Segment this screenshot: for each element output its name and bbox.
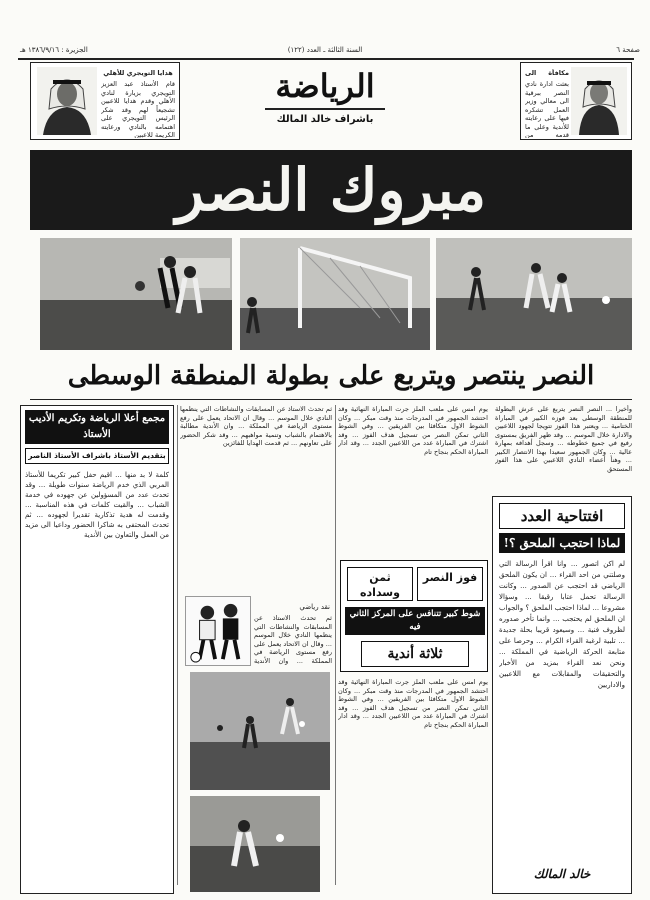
- cartoon-caption: نقد رياضي: [299, 603, 330, 611]
- soccer-action-icon: [190, 672, 330, 790]
- column-divider: [177, 405, 178, 885]
- promo-right: ثمن وسداده: [347, 567, 413, 601]
- page-number: صفحة ٦: [616, 46, 640, 54]
- far-left-headline: مجمع أعلا الرياضة وتكريم الأديب الأستاذ: [25, 410, 169, 444]
- goalkeeper-photo-icon: [190, 796, 320, 892]
- match-photo-3: [436, 238, 632, 350]
- match-photo-1: [40, 238, 232, 350]
- article-column-center: يوم امس على ملعب الملز جرت المباراة النهائية وقد احتشد الجمهور في المدرجات منذ وقت مبكر ... وكان الشوط الاول متكافئا بين الفريقين ... وفي الشوط الثاني تمكن النصر من تسجيل هدف الفوز ... وقد اشترك في المباراة عدد من اللاعبين الجدد ... وقد ادار المباراة الحكم بنجاح تام: [338, 405, 488, 456]
- match-photo-4: [190, 672, 330, 790]
- sub-headline: النصر ينتصر ويتربع على بطولة المنطقة الوسطى: [30, 352, 632, 400]
- right-box-text: بعثت ادارة نادي النصر ببرقية الى معالي وزير العمل تشكره فيها على رعايته للأندية وعلى ما قدمه من: [525, 80, 569, 138]
- cartoon-players-icon: [186, 597, 250, 665]
- portrait-photo-left: [37, 67, 97, 135]
- portrait-photo-right: [571, 67, 627, 135]
- portrait-icon: [571, 67, 627, 135]
- far-left-article-text: كلمة لا بد منها ... اقيم حفل كبير تكريما للأستاذ المربي الذي خدم الرياضة سنوات طويلة ... وقد تحدث عدد من المسؤولين عن جهوده في خدمة الشباب ... والقيت كلمات في هذه المناسبة ... وقدمت له هدية تذكارية تقديرا لجهوده ... ثم تحدث المحتفى به شاكرا الحضور وداعيا الى مزيد من العمل والتعاون بين الأندية: [25, 471, 169, 539]
- column-divider: [335, 405, 336, 885]
- spacer: [325, 796, 335, 892]
- promo-left: فوز النصر: [417, 567, 483, 601]
- logo-underline: [265, 108, 385, 110]
- goal-photo-icon: [240, 238, 430, 350]
- players-photo-icon: [436, 238, 632, 350]
- right-box-title: مكافأة الى: [525, 69, 569, 77]
- left-box-title: هدايا التويجري للأهلي: [103, 69, 173, 77]
- main-headline: مبروك النصر: [30, 150, 632, 230]
- editorial-subtitle: لماذا احتجب الملحق ؟!: [499, 533, 625, 553]
- editorial-title: افتتاحية العدد: [499, 503, 625, 529]
- issue-number: السنة الثالثة ـ العدد (١٢٢): [287, 46, 363, 54]
- left-header-box: [30, 62, 180, 140]
- cartoon-image: [185, 596, 251, 666]
- sports-section-logo: الرياضة: [275, 67, 375, 105]
- far-left-subheadline: بتقديم الأستاذ باشراف الأستاذ الناصر: [25, 448, 169, 464]
- article-column-center-lower: يوم امس على ملعب الملز جرت المباراة النهائية وقد احتشد الجمهور في المدرجات منذ وقت مبكر ... وكان الشوط الاول متكافئا بين الفريقين ... وفي الشوط الثاني تمكن النصر من تسجيل هدف الفوز ... وقد اشترك في المباراة عدد من اللاعبين الجدد ... وقد ادار المباراة الحكم بنجاح تام: [338, 678, 488, 729]
- header-rule: [18, 58, 634, 60]
- promo-bottom: ثلاثة أندية: [361, 641, 469, 667]
- portrait-icon: [37, 67, 97, 135]
- league-promo-box: [340, 560, 488, 672]
- match-photo-5: [190, 796, 320, 892]
- soccer-photo-icon: [40, 238, 232, 350]
- promo-middle: شوط كبير تتنافس على المركز الثاني فيه: [345, 607, 485, 635]
- editorial-box: [492, 496, 632, 894]
- article-column-left: ثم تحدث الاستاذ عن المسابقات والنشاطات التي ينظمها النادي خلال الموسم ... وقال ان الاتحاد يعمل على رفع مستوى الرياضة في المملكة ... وان الأندية مطالبة بالاهتمام بالشباب وتنمية مواهبهم ... وقد شكر الحضور على تعاونهم ... ثم قدمت الهدايا للفائزين: [180, 405, 332, 447]
- article-column-left-snippet: ثم تحدث الاستاذ عن المسابقات والنشاطات التي ينظمها النادي خلال الموسم ... وقال ان الاتحاد يعمل على رفع مستوى الرياضة في المملكة ... وان الأندية: [254, 614, 332, 665]
- left-box-text: قام الأستاذ عبد العزيز التويجري بزيارة لنادي الأهلي وقدم هدايا للاعبين تشجيعاً لهم وقد شكر الرئيس التويجري على اهتمامه بالنادي ورعايته الكريمة للاعبين: [101, 80, 175, 138]
- far-left-article-box: [20, 405, 174, 894]
- supervisor-line: باشراف خالد المالك: [276, 114, 374, 125]
- match-photo-2: [240, 238, 430, 350]
- editorial-text: لم اكن اتصور ... وانا اقرأ الرسالة التي وصلتني من احد القراء ... ان يكون الملحق الرياضي قد احتجب عن الصدور ... وكانت الرسالة تحمل عتابا رقيقا ... وسؤالا مشروعا ... لماذا احتجب الملحق ؟ والجواب ان الملحق لم يحتجب ... وانما تأخر صدوره لظروف فنية ... وسيعود قريبا بحلة جديدة ... تلبية لرغبة القراء الكرام ... وحرصا على متابعة الحركة الرياضية في المملكة ... ونحن نعد القراء بمزيد من الأخبار والتحقيقات والمقابلات مع اللاعبين والاداريين: [499, 560, 625, 689]
- issue-date: الجزيرة : ١٣٨٦/٩/١٦ هـ: [20, 46, 88, 54]
- right-header-box: [520, 62, 632, 140]
- article-column-right: وأخيرا ... النصر النصر يتربع على عرش البطولة للمنطقة الوسطى بعد فوزه الكبير في المباراة الختامية ... ويعتبر هذا الفوز تتويجا لجهود اللاعبين والادارة خلال الموسم ... وقد ظهر الفريق بمستوى رفيع في جميع خطوطه ... وسجل أهدافه بمهارة عالية ... وكان الجمهور سعيدا بهذا الانتصار الكبير ... وهنأ أعضاء النادي اللاعبين على هذا الفوز المستحق: [495, 405, 632, 473]
- editorial-signature: خالد المالك: [533, 867, 591, 881]
